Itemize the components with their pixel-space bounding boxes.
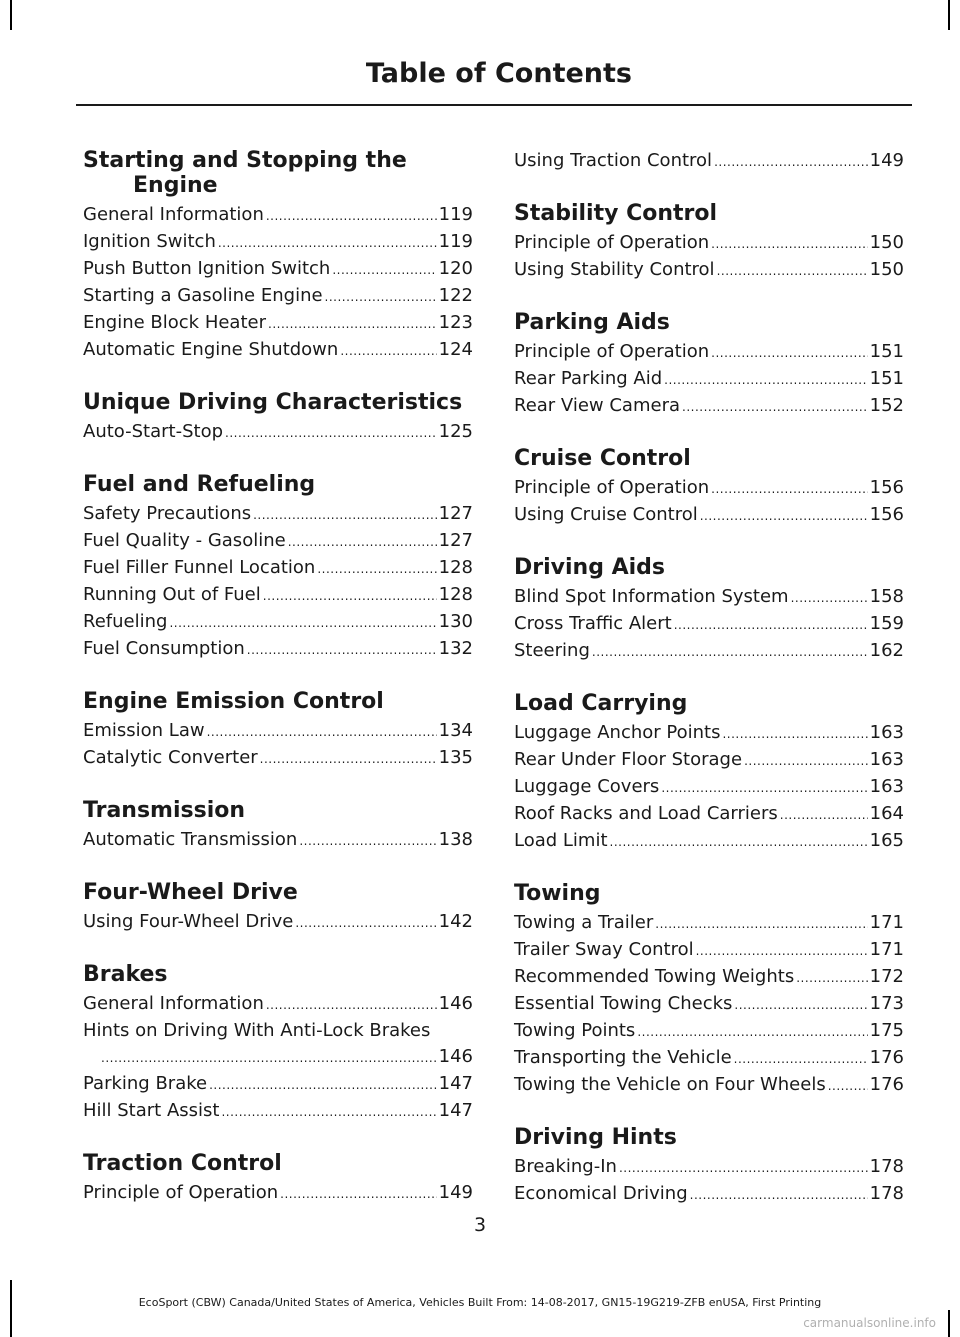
dot-leader [225, 419, 437, 446]
entry-page-number: 176 [869, 1047, 904, 1068]
toc-entry[interactable] [514, 393, 904, 420]
entry-page-number: 120 [438, 258, 473, 279]
dot-leader [295, 909, 436, 936]
entry-label: Emission Law [83, 720, 205, 741]
section-title [514, 881, 904, 906]
toc-entry[interactable] [514, 747, 904, 774]
toc-entry[interactable] [83, 636, 473, 663]
toc-section [514, 555, 904, 665]
dot-leader [253, 501, 437, 528]
toc-entry[interactable] [83, 419, 473, 446]
section-title-text: Fuel and Refueling [83, 472, 316, 497]
toc-entry[interactable] [83, 283, 473, 310]
section-title-text: Engine Emission Control [83, 689, 384, 714]
toc-entry[interactable] [83, 1180, 473, 1207]
entry-page-number: 175 [869, 1020, 904, 1041]
dot-leader [317, 555, 436, 582]
toc-entry[interactable] [514, 1018, 904, 1045]
entry-label: Starting a Gasoline Engine [83, 285, 323, 306]
dot-leader [260, 745, 437, 772]
toc-entry[interactable] [514, 910, 904, 937]
right-column [514, 148, 904, 1208]
entry-label: Recommended Towing Weights [514, 966, 795, 987]
entry-label: Push Button Ignition Switch [83, 258, 331, 279]
entry-label: Auto-Start-Stop [83, 421, 224, 442]
section-title-text: Cruise Control [514, 446, 691, 471]
entry-label: Engine Block Heater [83, 312, 266, 333]
toc-entry[interactable] [83, 718, 473, 745]
entry-page-number: 159 [869, 613, 904, 634]
dot-leader [674, 611, 868, 638]
entry-label: Towing the Vehicle on Four Wheels [514, 1074, 826, 1095]
entry-page-number: 151 [869, 368, 904, 389]
entry-label: Using Stability Control [514, 259, 715, 280]
entry-page-number: 150 [869, 259, 904, 280]
entry-page-number: 152 [869, 395, 904, 416]
entry-label: Catalytic Converter [83, 747, 258, 768]
section-title-text: Towing [514, 881, 601, 906]
entry-label: Refueling [83, 611, 168, 632]
section-title [514, 691, 904, 716]
section-title-text: Driving Hints [514, 1125, 677, 1150]
toc-entry[interactable] [514, 366, 904, 393]
footer-text: EcoSport (CBW) Canada/United States of America, Vehicles Built From: 14-08-2017, GN15-19G219-ZFB enUSA, First Printing [138, 1296, 822, 1309]
entry-label: Principle of Operation [83, 1182, 279, 1203]
dot-leader [619, 1154, 868, 1181]
section-title [514, 201, 904, 226]
toc-section [83, 472, 473, 663]
entry-label: Rear Parking Aid [514, 368, 663, 389]
entry-page-number: 173 [869, 993, 904, 1014]
dot-leader [101, 1044, 437, 1071]
entry-page-number: 171 [869, 939, 904, 960]
section-title [514, 446, 904, 471]
dot-leader [247, 636, 437, 663]
entry-label: Fuel Quality - Gasoline [83, 530, 286, 551]
entry-label: Safety Precautions [83, 503, 252, 524]
toc-entry[interactable] [83, 337, 473, 364]
section-title [83, 962, 473, 987]
dot-leader [332, 256, 436, 283]
entry-label: Economical Driving [514, 1183, 688, 1204]
dot-leader [828, 1072, 868, 1099]
dot-leader [711, 230, 868, 257]
dot-leader [696, 937, 868, 964]
dot-leader [340, 337, 436, 364]
toc-section [83, 390, 473, 446]
entry-page-number: 119 [438, 204, 473, 225]
section-title-text: Starting and Stopping the [83, 148, 407, 173]
entry-label: Towing Points [514, 1020, 636, 1041]
toc-entry[interactable] [514, 257, 904, 284]
section-title-text: Brakes [83, 962, 168, 987]
toc-section [514, 446, 904, 529]
entry-page-number: 134 [438, 720, 473, 741]
header-rule [76, 104, 912, 106]
dot-leader [722, 720, 867, 747]
entry-label: Luggage Covers [514, 776, 660, 797]
entry-page-number: 142 [438, 911, 473, 932]
toc-entry[interactable] [514, 1181, 904, 1208]
entry-label: Using Four-Wheel Drive [83, 911, 294, 932]
section-title [514, 555, 904, 580]
entry-label: Rear Under Floor Storage [514, 749, 743, 770]
section-title [514, 1125, 904, 1150]
dot-leader [263, 582, 437, 609]
section-title-text: Transmission [83, 798, 246, 823]
toc-entry[interactable] [83, 1098, 473, 1125]
entry-page-number: 156 [869, 477, 904, 498]
toc-entry[interactable] [514, 1154, 904, 1181]
toc-entry[interactable] [83, 528, 473, 555]
toc-entry[interactable] [83, 745, 473, 772]
dot-leader [780, 801, 868, 828]
entry-label: Principle of Operation [514, 232, 710, 253]
entry-page-number: 158 [869, 586, 904, 607]
toc-entry[interactable] [514, 611, 904, 638]
dot-leader [791, 584, 868, 611]
toc-entry[interactable] [83, 827, 473, 854]
toc-entry[interactable] [514, 475, 904, 502]
dot-leader [288, 528, 437, 555]
entry-label: Trailer Sway Control [514, 939, 694, 960]
entry-label: Hints on Driving With Anti-Lock Brakes [83, 1020, 431, 1041]
entry-page-number: 149 [438, 1182, 473, 1203]
toc-section [514, 691, 904, 855]
entry-label: Parking Brake [83, 1073, 208, 1094]
toc-section [83, 1151, 473, 1207]
entry-label: Towing a Trailer [514, 912, 654, 933]
entry-label: Breaking-In [514, 1156, 617, 1177]
entry-label: Principle of Operation [514, 477, 710, 498]
dot-leader [218, 229, 437, 256]
section-title-text: Traction Control [83, 1151, 282, 1176]
toc-section [83, 798, 473, 854]
entry-label: Roof Racks and Load Carriers [514, 803, 778, 824]
dot-leader [209, 1071, 437, 1098]
toc-entry[interactable] [514, 230, 904, 257]
entry-page-number: 176 [869, 1074, 904, 1095]
toc-entry[interactable] [514, 584, 904, 611]
entry-label: General Information [83, 204, 264, 225]
dot-leader [280, 1180, 437, 1207]
dot-leader [207, 718, 437, 745]
entry-page-number: 119 [438, 231, 473, 252]
entry-page-number: 163 [869, 722, 904, 743]
dot-leader [734, 991, 867, 1018]
toc-section [514, 881, 904, 1099]
entry-label: Automatic Transmission [83, 829, 298, 850]
toc-entry[interactable] [514, 937, 904, 964]
section-title [83, 1151, 473, 1176]
section-title-text: Stability Control [514, 201, 718, 226]
toc-section [514, 310, 904, 420]
toc-section [83, 689, 473, 772]
dot-leader [610, 828, 868, 855]
entry-page-number: 172 [869, 966, 904, 987]
dot-leader [266, 991, 437, 1018]
entry-label: Load Limit [514, 830, 608, 851]
entry-label: Essential Towing Checks [514, 993, 733, 1014]
toc-section [514, 148, 904, 175]
toc-entry[interactable] [514, 148, 904, 175]
toc-section [83, 148, 473, 364]
dot-leader [796, 964, 867, 991]
entry-label: Principle of Operation [514, 341, 710, 362]
crop-mark [948, 0, 950, 30]
entry-page-number: 171 [869, 912, 904, 933]
entry-label: Transporting the Vehicle [514, 1047, 732, 1068]
entry-page-number: 163 [869, 776, 904, 797]
entry-page-number: 128 [438, 557, 473, 578]
toc-entry[interactable] [83, 582, 473, 609]
toc-entry[interactable] [514, 1072, 904, 1099]
toc-entry[interactable] [514, 991, 904, 1018]
entry-page-number: 178 [869, 1183, 904, 1204]
toc-entry[interactable] [514, 502, 904, 529]
entry-page-number: 132 [438, 638, 473, 659]
toc-entry[interactable] [83, 202, 473, 229]
section-title [83, 880, 473, 905]
section-title-text: Four-Wheel Drive [83, 880, 298, 905]
toc-entry[interactable] [83, 609, 473, 636]
entry-page-number: 164 [869, 803, 904, 824]
entry-label: Rear View Camera [514, 395, 680, 416]
entry-page-number: 147 [438, 1100, 473, 1121]
entry-page-number: 138 [438, 829, 473, 850]
entry-page-number: 156 [869, 504, 904, 525]
dot-leader [268, 310, 437, 337]
entry-page-number: 130 [438, 611, 473, 632]
toc-entry[interactable] [83, 909, 473, 936]
entry-label: Fuel Consumption [83, 638, 245, 659]
entry-page-number: 128 [438, 584, 473, 605]
dot-leader [169, 609, 436, 636]
toc-entry[interactable] [514, 828, 904, 855]
dot-leader [325, 283, 437, 310]
entry-label: Using Cruise Control [514, 504, 698, 525]
entry-page-number: 150 [869, 232, 904, 253]
entry-label: Steering [514, 640, 590, 661]
section-title [83, 390, 473, 415]
dot-leader [682, 393, 868, 420]
section-title-text: Unique Driving Characteristics [83, 390, 463, 415]
entry-page-number: 125 [438, 421, 473, 442]
toc-entry[interactable] [83, 229, 473, 256]
section-title [514, 310, 904, 335]
entry-label: Fuel Filler Funnel Location [83, 557, 316, 578]
toc-section [83, 880, 473, 936]
entry-label: General Information [83, 993, 264, 1014]
entry-page-number: 178 [869, 1156, 904, 1177]
entry-page-number: 146 [438, 993, 473, 1014]
page-title: Table of Contents [365, 58, 632, 89]
entry-page-number: 123 [438, 312, 473, 333]
entry-page-number: 124 [438, 339, 473, 360]
toc-section [514, 201, 904, 284]
section-title [83, 472, 473, 497]
dot-leader [700, 502, 868, 529]
toc-entry[interactable] [83, 1071, 473, 1098]
left-column [83, 148, 473, 1207]
toc-section [514, 1125, 904, 1208]
dot-leader [744, 747, 868, 774]
entry-label: Cross Traffic Alert [514, 613, 672, 634]
dot-leader [711, 475, 868, 502]
dot-leader [690, 1181, 868, 1208]
toc-entry[interactable] [514, 1045, 904, 1072]
section-title-text: Parking Aids [514, 310, 670, 335]
dot-leader [664, 366, 868, 393]
entry-label: Hill Start Assist [83, 1100, 220, 1121]
entry-page-number: 127 [438, 530, 473, 551]
dot-leader [711, 339, 868, 366]
dot-leader [714, 148, 868, 175]
dot-leader [266, 202, 437, 229]
toc-section [83, 962, 473, 1125]
entry-page-number: 135 [438, 747, 473, 768]
entry-page-number: 149 [869, 150, 904, 171]
section-title-text: Load Carrying [514, 691, 688, 716]
dot-leader [734, 1045, 868, 1072]
section-title [83, 798, 473, 823]
entry-page-number: 146 [438, 1046, 473, 1067]
toc-entry[interactable] [83, 256, 473, 283]
entry-label: Automatic Engine Shutdown [83, 339, 339, 360]
dot-leader [717, 257, 868, 284]
crop-mark [10, 0, 12, 30]
entry-label: Running Out of Fuel [83, 584, 261, 605]
entry-page-number: 165 [869, 830, 904, 851]
entry-label: Blind Spot Information System [514, 586, 789, 607]
entry-page-number: 127 [438, 503, 473, 524]
dot-leader [592, 638, 868, 665]
toc-entry[interactable] [514, 720, 904, 747]
entry-label: Ignition Switch [83, 231, 216, 252]
section-title [83, 148, 473, 198]
entry-page-number: 151 [869, 341, 904, 362]
section-title-text: Driving Aids [514, 555, 666, 580]
dot-leader [655, 910, 867, 937]
entry-page-number: 147 [438, 1073, 473, 1094]
crop-mark [948, 1310, 950, 1337]
watermark: carmanualsonline.info [803, 1316, 936, 1330]
toc-entry[interactable] [83, 310, 473, 337]
page-number: 3 [473, 1214, 487, 1236]
dot-leader [661, 774, 867, 801]
section-title-continuation: Engine [133, 173, 218, 198]
dot-leader [221, 1098, 436, 1125]
toc-entry[interactable] [83, 991, 473, 1018]
entry-page-number: 162 [869, 640, 904, 661]
toc-entry[interactable] [83, 1018, 473, 1071]
toc-entry[interactable] [83, 555, 473, 582]
toc-entry[interactable] [514, 774, 904, 801]
toc-entry[interactable] [514, 339, 904, 366]
entry-label: Luggage Anchor Points [514, 722, 721, 743]
dot-leader [299, 827, 436, 854]
section-title [83, 689, 473, 714]
toc-entry[interactable] [514, 964, 904, 991]
toc-entry[interactable] [514, 638, 904, 665]
dot-leader [637, 1018, 867, 1045]
entry-page-number: 122 [438, 285, 473, 306]
entry-page-number: 163 [869, 749, 904, 770]
toc-entry[interactable] [83, 501, 473, 528]
entry-label: Using Traction Control [514, 150, 713, 171]
toc-entry[interactable] [514, 801, 904, 828]
